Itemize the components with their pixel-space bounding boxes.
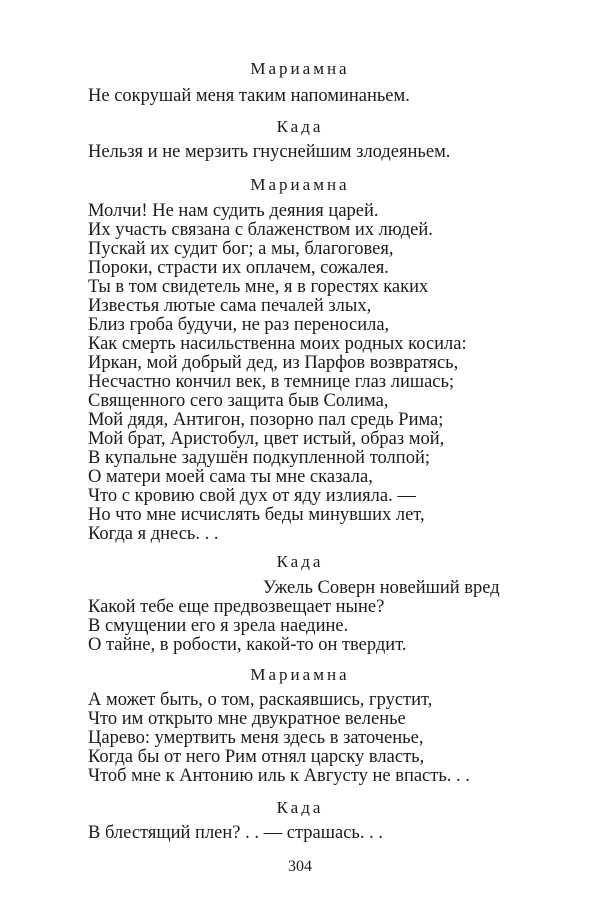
verse-line: Мой дядя, Антигон, позорно пал средь Рима; [88, 410, 444, 430]
verse-line: Что с кровию свой дух от яду излияла. — [88, 486, 416, 506]
verse-line: Известья лютые сама печалей злых, [88, 296, 372, 316]
verse-line: О матери моей сама ты мне сказала, [88, 467, 373, 487]
speaker-name: Мариамна [250, 59, 350, 78]
speaker-name: Када [276, 798, 324, 817]
verse-line: Священного сего защита быв Солима, [88, 391, 389, 411]
verse-line: Чтоб мне к Антонию иль к Августу не впасть. . . [88, 766, 470, 786]
verse-line: Когда бы от него Рим отнял царску власть, [88, 747, 425, 767]
verse-line: Как смерть насильственна моих родных косила: [88, 334, 467, 354]
verse-line: Не сокрушай меня таким напоминаньем. [88, 86, 410, 106]
verse-line: Но что мне исчислять беды минувших лет, [88, 505, 425, 525]
verse-line: Нельзя и не мерзить гнуснейшим злодеяньем. [88, 142, 451, 162]
verse-line: Ты в том свидетель мне, я в горестях каких [88, 277, 429, 297]
speaker-name: Када [276, 117, 324, 136]
verse-line: Какой тебе еще предвозвещает ныне? [88, 597, 385, 617]
verse-line: Что им открыто мне двукратное веленье [88, 709, 406, 729]
verse-line: Пускай их судит бог; а мы, благоговея, [88, 239, 394, 259]
verse-line: Когда я днесь. . . [88, 524, 219, 544]
verse-line: Пороки, страсти их оплачем, сожалея. [88, 258, 389, 278]
speaker-name: Мариамна [250, 175, 350, 194]
verse-line: Молчи! Не нам судить деяния царей. [88, 201, 379, 221]
verse-line: Несчастно кончил век, в темнице глаз лишась; [88, 372, 455, 392]
verse-line: А может быть, о том, раскаявшись, грустит, [88, 690, 433, 710]
page-number: 304 [288, 858, 312, 875]
verse-line: Ужель Соверн новейший вред [263, 578, 500, 598]
verse-line: Царево: умертвить меня здесь в заточенье, [88, 728, 424, 748]
verse-line: Близ гроба будучи, не раз переносила, [88, 315, 390, 335]
speaker-name: Када [276, 552, 324, 571]
speaker-name: Мариамна [250, 665, 350, 684]
verse-line: В смущении его я зрела наедине. [88, 616, 349, 636]
verse-line: Иркан, мой добрый дед, из Парфов возвратясь, [88, 353, 459, 373]
verse-line: В купальне задушён подкупленной толпой; [88, 448, 430, 468]
verse-line: В блестящий плен? . . — страшась. . . [88, 823, 383, 843]
verse-line: Их участь связана с блаженством их людей. [88, 220, 433, 240]
verse-line: Мой брат, Аристобул, цвет истый, образ мой, [88, 429, 445, 449]
verse-line: О тайне, в робости, какой-то он твердит. [88, 635, 407, 655]
